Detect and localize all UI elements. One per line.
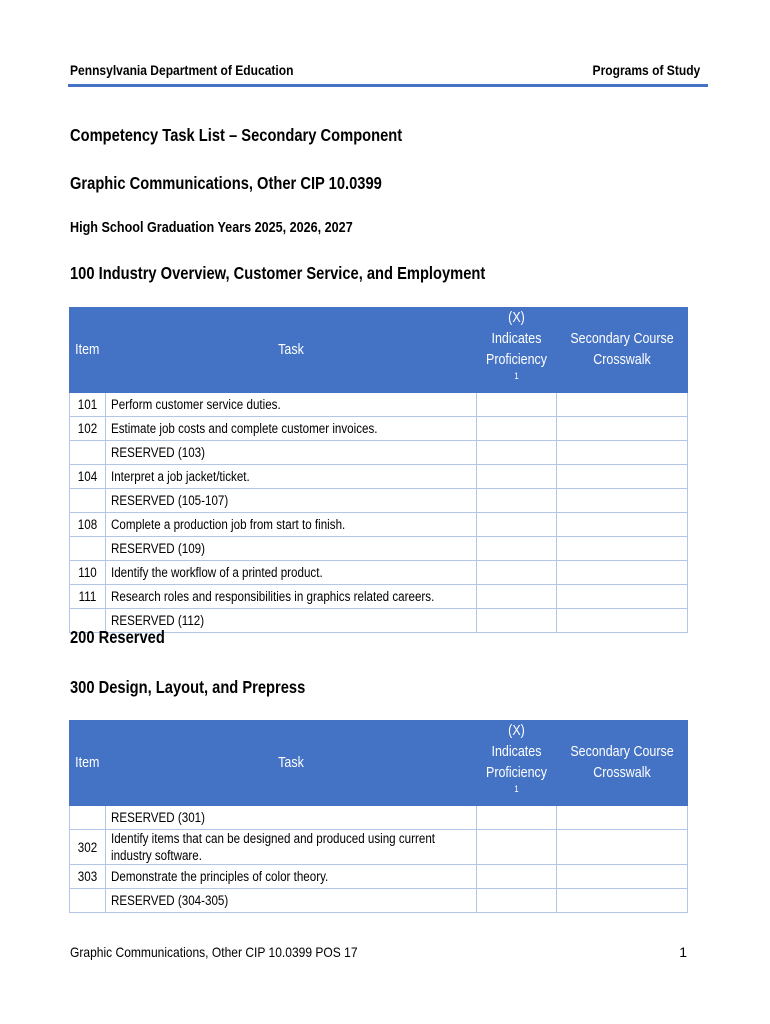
header-task: Task	[106, 721, 477, 806]
item-number-cell: 102	[70, 417, 106, 441]
task-table-100	[69, 307, 688, 633]
table-header-row	[70, 308, 688, 393]
table-row	[70, 465, 688, 489]
task-cell: RESERVED (112)	[106, 609, 477, 633]
table-row	[70, 806, 688, 830]
crosswalk-cell[interactable]	[557, 585, 688, 609]
task-cell: RESERVED (103)	[106, 441, 477, 465]
task-cell: RESERVED (109)	[106, 537, 477, 561]
crosswalk-cell[interactable]	[557, 465, 688, 489]
proficiency-cell[interactable]	[477, 889, 557, 913]
crosswalk-cell[interactable]	[557, 806, 688, 830]
table-row	[70, 489, 688, 513]
crosswalk-cell[interactable]	[557, 393, 688, 417]
item-number-cell	[70, 537, 106, 561]
crosswalk-cell[interactable]	[557, 865, 688, 889]
task-cell: Complete a production job from start to finish.	[106, 513, 477, 537]
header-department: Pennsylvania Department of Education	[70, 62, 294, 78]
item-number-cell: 111	[70, 585, 106, 609]
item-number-cell: 101	[70, 393, 106, 417]
crosswalk-cell[interactable]	[557, 441, 688, 465]
graduation-years: High School Graduation Years 2025, 2026, 2027	[70, 219, 353, 236]
header-item: Item	[70, 308, 106, 393]
task-cell: Research roles and responsibilities in graphics related careers.	[106, 585, 477, 609]
footer-document-id: Graphic Communications, Other CIP 10.0399 POS 17	[70, 944, 358, 960]
header-proficiency: (X) Indicates Proficiency $^1$	[477, 308, 557, 393]
crosswalk-cell[interactable]	[557, 537, 688, 561]
task-cell: Estimate job costs and complete customer invoices.	[106, 417, 477, 441]
proficiency-cell[interactable]	[477, 465, 557, 489]
table-row	[70, 561, 688, 585]
task-cell: Interpret a job jacket/ticket.	[106, 465, 477, 489]
item-number-cell: 108	[70, 513, 106, 537]
task-table-300	[69, 720, 688, 913]
proficiency-cell[interactable]	[477, 393, 557, 417]
crosswalk-cell[interactable]	[557, 417, 688, 441]
item-number-cell	[70, 806, 106, 830]
table-row	[70, 513, 688, 537]
item-number-cell: 303	[70, 865, 106, 889]
header-task: Task	[106, 308, 477, 393]
item-number-cell	[70, 489, 106, 513]
program-title: Graphic Communications, Other CIP 10.0399	[70, 173, 382, 193]
proficiency-cell[interactable]	[477, 561, 557, 585]
header-rule	[68, 84, 708, 87]
item-number-cell: 110	[70, 561, 106, 585]
task-cell: Identify items that can be designed and produced using current industry software.	[106, 830, 477, 865]
task-cell: Perform customer service duties.	[106, 393, 477, 417]
table-row	[70, 441, 688, 465]
crosswalk-cell[interactable]	[557, 830, 688, 865]
table-row	[70, 417, 688, 441]
task-cell: Demonstrate the principles of color theory.	[106, 865, 477, 889]
table-header-row	[70, 721, 688, 806]
section-100-title: 100 Industry Overview, Customer Service, and Employment	[70, 263, 486, 283]
section-300-title: 300 Design, Layout, and Prepress	[70, 677, 306, 697]
proficiency-cell[interactable]	[477, 865, 557, 889]
proficiency-cell[interactable]	[477, 537, 557, 561]
proficiency-cell[interactable]	[477, 585, 557, 609]
item-number-cell	[70, 441, 106, 465]
proficiency-cell[interactable]	[477, 441, 557, 465]
table-row	[70, 889, 688, 913]
document-title: Competency Task List – Secondary Component	[70, 125, 403, 145]
table-row	[70, 393, 688, 417]
proficiency-cell[interactable]	[477, 417, 557, 441]
proficiency-cell[interactable]	[477, 489, 557, 513]
item-number-cell: 104	[70, 465, 106, 489]
header-crosswalk: Secondary Course Crosswalk	[557, 721, 688, 806]
task-cell: RESERVED (304-305)	[106, 889, 477, 913]
item-number-cell: 302	[70, 830, 106, 865]
table-row	[70, 830, 688, 865]
proficiency-cell[interactable]	[477, 609, 557, 633]
task-cell: RESERVED (301)	[106, 806, 477, 830]
header-crosswalk: Secondary Course Crosswalk	[557, 308, 688, 393]
table-row	[70, 865, 688, 889]
proficiency-cell[interactable]	[477, 830, 557, 865]
proficiency-cell[interactable]	[477, 806, 557, 830]
task-cell: Identify the workflow of a printed product.	[106, 561, 477, 585]
item-number-cell	[70, 889, 106, 913]
table-row	[70, 585, 688, 609]
crosswalk-cell[interactable]	[557, 609, 688, 633]
page-header	[70, 62, 700, 84]
crosswalk-cell[interactable]	[557, 561, 688, 585]
table-row	[70, 537, 688, 561]
proficiency-cell[interactable]	[477, 513, 557, 537]
crosswalk-cell[interactable]	[557, 513, 688, 537]
crosswalk-cell[interactable]	[557, 889, 688, 913]
header-item: Item	[70, 721, 106, 806]
header-proficiency: (X) Indicates Proficiency $^1$	[477, 721, 557, 806]
crosswalk-cell[interactable]	[557, 489, 688, 513]
footer-page-number: 1	[679, 944, 687, 960]
header-programs-of-study: Programs of Study	[592, 62, 700, 78]
section-200-title: 200 Reserved	[70, 627, 165, 647]
task-cell: RESERVED (105-107)	[106, 489, 477, 513]
